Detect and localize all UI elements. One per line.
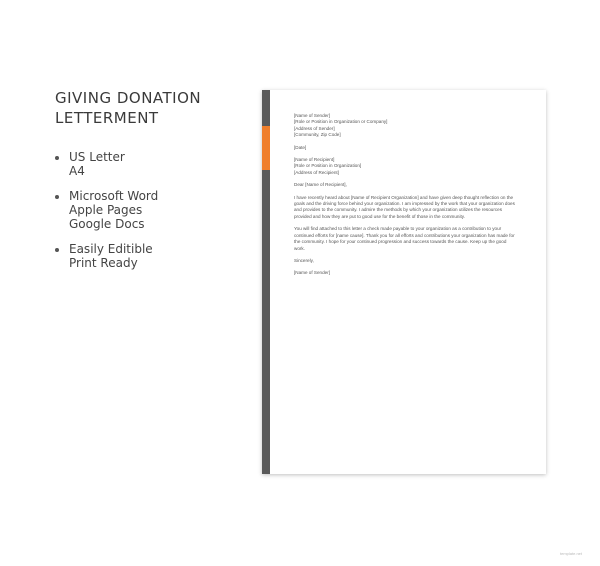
- feature-text: Apple Pages: [69, 203, 143, 217]
- signature-block: [294, 270, 518, 276]
- feature-text: Microsoft Word: [69, 189, 159, 203]
- closing-block: [294, 258, 518, 264]
- feature-list: [55, 150, 158, 281]
- recipient-name: [Name of Recipient]: [294, 157, 335, 163]
- sender-address: [Address of Sender]: [294, 125, 335, 131]
- feature-item-editing: [55, 242, 158, 270]
- paragraph-2: [294, 226, 518, 252]
- feature-item-software: [55, 189, 158, 231]
- paragraph-text: You will find attached to this letter a check made payable to your organization as a contribution to your continued efforts for [name cause]. Thank you for all efforts and contributions your organization has made for the community. I hope for your continued progression and success towards the cause. Keep up the good work.: [294, 226, 515, 251]
- signature: [Name of Sender]: [294, 270, 331, 276]
- paragraph-1: [294, 195, 518, 221]
- feature-text: Easily Editible: [69, 242, 153, 256]
- recipient-role: [Role or Position in Organization]: [294, 163, 362, 169]
- title-line-2: LETTERMENT: [55, 109, 159, 127]
- bullet-icon: [55, 156, 59, 160]
- bullet-icon: [55, 195, 59, 199]
- date-block: [294, 145, 518, 151]
- feature-text: Print Ready: [69, 256, 138, 270]
- watermark: template.net: [559, 551, 582, 556]
- sender-community: [Community, Zip Code]: [294, 132, 341, 138]
- sender-block: [294, 113, 518, 139]
- salutation: Dear [Name of Recipient],: [294, 182, 347, 188]
- letter-body: [294, 113, 518, 283]
- paragraph-text: I have recently heard about [Name of Recipient Organization] and have given deep thought reflection on the goals and the driving force behind your organization. I am impressed by the work that your organization does and provides to the community. I admire the methods by which your organization utilizes the resources provided and how they are put to good use for the benefit of those in the community.: [294, 194, 515, 219]
- feature-item-formats: [55, 150, 158, 178]
- accent-bar: [262, 126, 270, 170]
- feature-text: A4: [69, 164, 85, 178]
- bullet-icon: [55, 248, 59, 252]
- letter-preview: [262, 90, 546, 474]
- letter-date: [Date]: [294, 144, 307, 150]
- sender-name: [Name of Sender]: [294, 113, 331, 118]
- salutation-block: [294, 182, 518, 188]
- closing: Sincerely,: [294, 257, 314, 263]
- feature-text: US Letter: [69, 150, 125, 164]
- recipient-block: [294, 157, 518, 176]
- sender-role: [Role or Position in Organization or Company]: [294, 119, 388, 125]
- recipient-address: [Address of Recipient]: [294, 169, 339, 175]
- page-title: [55, 88, 201, 128]
- feature-text: Google Docs: [69, 217, 145, 231]
- title-line-1: GIVING DONATION: [55, 89, 202, 107]
